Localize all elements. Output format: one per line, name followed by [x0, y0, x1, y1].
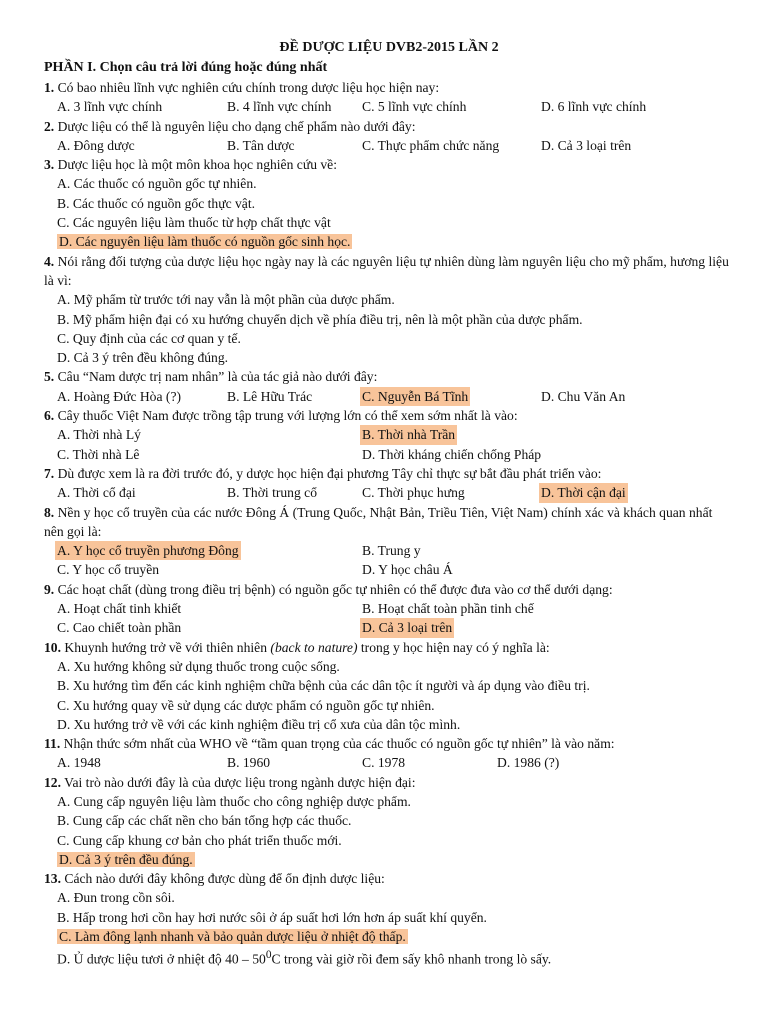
option-a: A. 3 lĩnh vực chính — [57, 99, 163, 115]
question-number: 6. — [44, 408, 55, 424]
option-a: A. Thời cổ đại — [57, 485, 136, 501]
question-1 — [44, 78, 734, 117]
option-d: D. Cả 3 ý trên đều không đúng. — [57, 350, 229, 366]
question-text: Vai trò nào dưới đây là của dược liệu trong ngành dược hiện đại: — [64, 774, 416, 790]
question-text-italic: (back to nature) — [270, 639, 358, 655]
question-5 — [44, 367, 734, 406]
option-c: C. Các nguyên liệu làm thuốc từ hợp chất thực vật — [57, 215, 331, 231]
option-b: B. Tân dược — [227, 137, 295, 153]
option-b: B. Hấp trong hơi cồn hay hơi nước sôi ở áp suất hơi lớn hơn áp suất khí quyển. — [57, 909, 487, 925]
option-c: C. 1978 — [362, 755, 406, 771]
question-6 — [44, 406, 734, 464]
option-c: C. Cung cấp khung cơ bản cho phát triển thuốc mới. — [57, 832, 342, 848]
option-d-superscript: 0 — [265, 949, 272, 962]
option-b: B. 4 lĩnh vực chính — [227, 99, 332, 115]
option-a: A. Mỹ phẩm từ trước tới nay vẫn là một phần của dược phẩm. — [57, 292, 395, 308]
question-number: 1. — [44, 80, 55, 95]
question-number: 9. — [44, 581, 55, 597]
option-d: D. Cả 3 loại trên — [541, 137, 632, 153]
question-4 — [44, 252, 734, 368]
question-text: Các hoạt chất (dùng trong điều trị bệnh) có nguồn gốc tự nhiên có thể được đưa vào cơ thể dưới dạng: — [57, 581, 613, 597]
question-number: 10. — [44, 639, 61, 655]
option-b: B. Cung cấp các chất nền cho bán tổng hợp các thuốc. — [57, 813, 352, 829]
option-a: A. 1948 — [57, 755, 101, 771]
option-d-highlighted: D. Thời cận đại — [539, 483, 628, 502]
exam-document — [44, 38, 734, 969]
question-8 — [44, 503, 734, 580]
option-c: C. Thời nhà Lê — [57, 446, 140, 462]
option-a: A. Các thuốc có nguồn gốc tự nhiên. — [57, 176, 257, 192]
option-a: A. Thời nhà Lý — [57, 427, 141, 443]
option-d-highlighted: D. Cả 3 ý trên đều đúng. — [59, 851, 193, 867]
option-b: B. 1960 — [227, 755, 271, 771]
question-text: Nói rằng đối tượng của dược liệu học ngày nay là các nguyên liệu tự nhiên dùng làm nguyên liệu cho mỹ phẩm, hương liệu là vì: — [44, 253, 729, 288]
option-d: D. Xu hướng trở về với các kinh nghiệm điều trị cổ xưa của dân tộc mình. — [57, 716, 461, 732]
option-d-highlighted: D. Cả 3 loại trên — [360, 618, 454, 637]
question-text: Cây thuốc Việt Nam được trồng tập trung với lượng lớn có thể xem sớm nhất là vào: — [57, 408, 518, 424]
option-d: D. 1986 (?) — [497, 755, 560, 771]
question-number: 11. — [44, 736, 61, 752]
option-a-highlighted: A. Y học cổ truyền phương Đông — [55, 541, 241, 560]
option-a: A. Xu hướng không sử dụng thuốc trong cuộc sống. — [57, 658, 340, 674]
question-number: 2. — [44, 118, 55, 134]
option-c: C. Cao chiết toàn phần — [57, 620, 182, 636]
option-b: B. Trung y — [362, 543, 421, 559]
option-d-end: C trong vài giờ rồi đem sấy khô nhanh trong lò sấy. — [271, 951, 552, 967]
option-b: B. Các thuốc có nguồn gốc thực vật. — [57, 195, 256, 211]
document-title: ĐỀ DƯỢC LIỆU DVB2-2015 LẦN 2 — [279, 40, 499, 55]
question-11 — [44, 734, 734, 773]
option-d: D. Y học châu Á — [362, 562, 453, 578]
question-text: Câu “Nam dược trị nam nhân” là của tác giả nào dưới đây: — [57, 369, 378, 385]
question-text: Nhận thức sớm nhất của WHO về “tầm quan trọng của các thuốc có nguồn gốc tự nhiên” là vào năm: — [63, 736, 615, 752]
question-text: Dược liệu có thể là nguyên liệu cho dạng chế phẩm nào dưới đây: — [57, 118, 416, 134]
question-text: Cách nào dưới đây không được dùng để ổn định dược liệu: — [64, 871, 385, 887]
question-13 — [44, 869, 734, 969]
option-d: D. Thời kháng chiến chống Pháp — [362, 446, 542, 462]
question-text-end: trong y học hiện nay có ý nghĩa là: — [357, 639, 550, 655]
option-c: C. 5 lĩnh vực chính — [362, 99, 467, 115]
option-c-highlighted: C. Làm đông lạnh nhanh và bảo quản dược liệu ở nhiệt độ thấp. — [59, 929, 406, 945]
section-heading: PHẦN I. Chọn câu trả lời đúng hoặc đúng nhất — [44, 60, 328, 75]
question-number: 3. — [44, 157, 55, 173]
question-number: 4. — [44, 253, 55, 269]
question-12 — [44, 773, 734, 869]
option-b: B. Mỹ phẩm hiện đại có xu hướng chuyển dịch về phía điều trị, nên là một phần của dược phẩm. — [57, 311, 583, 327]
question-number: 7. — [44, 465, 55, 481]
question-text: Khuynh hướng trở về với thiên nhiên — [64, 639, 271, 655]
option-c: C. Quy định của các cơ quan y tế. — [57, 330, 241, 346]
option-a: A. Đông dược — [57, 137, 135, 153]
option-b: B. Lê Hữu Trác — [227, 388, 313, 404]
option-b: B. Hoạt chất toàn phần tinh chế — [362, 601, 534, 617]
option-a: A. Hoàng Đức Hòa (?) — [57, 388, 182, 404]
question-text: Dược liệu học là một môn khoa học nghiên cứu về: — [57, 157, 337, 173]
question-3 — [44, 155, 734, 251]
option-a: A. Hoạt chất tinh khiết — [57, 601, 182, 617]
option-d: D. 6 lĩnh vực chính — [541, 99, 647, 115]
option-c: C. Thời phục hưng — [362, 485, 465, 501]
option-a: A. Đun trong cồn sôi. — [57, 890, 175, 906]
question-text: Có bao nhiêu lĩnh vực nghiên cứu chính trong dược liệu học hiện nay: — [57, 80, 440, 95]
option-d: D. Ủ dược liệu tươi ở nhiệt độ 40 – 50 — [57, 951, 266, 967]
option-b: B. Xu hướng tìm đến các kinh nghiệm chữa bệnh của các dân tộc ít người và áp dụng vào điều trị. — [57, 678, 590, 694]
question-number: 13. — [44, 871, 61, 887]
option-b: B. Thời trung cổ — [227, 485, 318, 501]
option-c: C. Y học cổ truyền — [57, 562, 160, 578]
question-text: Dù được xem là ra đời trước đó, y dược học hiện đại phương Tây chỉ thực sự bắt đầu phát triển vào: — [57, 465, 602, 481]
option-b-highlighted: B. Thời nhà Trần — [360, 425, 457, 444]
question-7 — [44, 464, 734, 503]
option-d: D. Chu Văn An — [541, 388, 626, 404]
question-10 — [44, 638, 734, 734]
question-text: Nền y học cổ truyền của các nước Đông Á (Trung Quốc, Nhật Bản, Triều Tiên, Việt Nam) chính xác và khách quan nhất nên gọi là: — [44, 504, 713, 539]
question-number: 5. — [44, 369, 55, 385]
question-number: 12. — [44, 774, 61, 790]
option-d-highlighted: D. Các nguyên liệu làm thuốc có nguồn gốc sinh học. — [59, 234, 351, 250]
option-c: C. Thực phẩm chức năng — [362, 137, 500, 153]
option-c: C. Xu hướng quay về sử dụng các dược phẩm có nguồn gốc tự nhiên. — [57, 697, 435, 713]
question-2 — [44, 117, 734, 156]
question-number: 8. — [44, 504, 55, 520]
option-a: A. Cung cấp nguyên liệu làm thuốc cho công nghiệp dược phẩm. — [57, 793, 411, 809]
option-c-highlighted: C. Nguyễn Bá Tĩnh — [360, 387, 470, 406]
question-9 — [44, 580, 734, 638]
